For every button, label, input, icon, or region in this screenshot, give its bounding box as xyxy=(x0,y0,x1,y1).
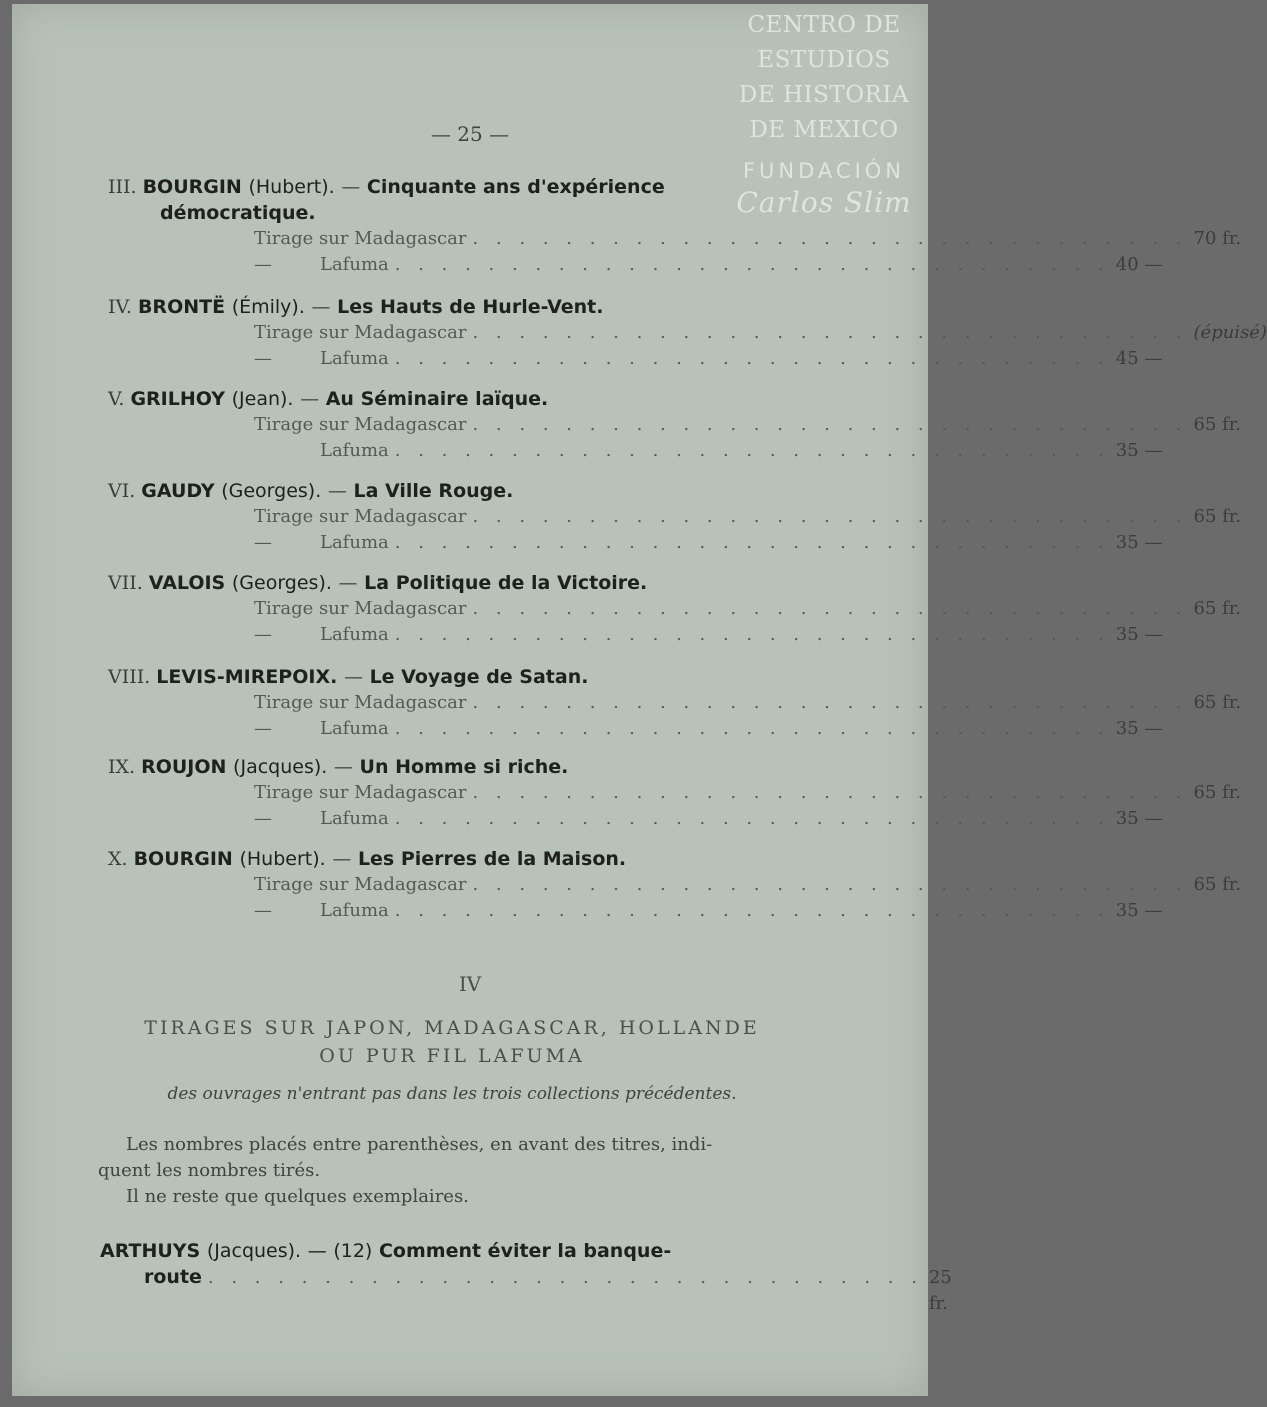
entry-author: BRONTË xyxy=(137,296,226,318)
catalog-entry xyxy=(108,570,1242,648)
entry-title: Un Homme si riche. xyxy=(359,756,569,778)
entry-heading xyxy=(108,294,798,320)
price-row-madagascar xyxy=(254,872,1242,898)
catalog-page xyxy=(12,4,1267,1396)
entry-first-name: (Georges). xyxy=(221,480,322,502)
entry-dash: — xyxy=(341,176,361,198)
price: 40 — xyxy=(1115,254,1163,275)
entry-dash: — xyxy=(307,1240,327,1262)
entry-author: LEVIS-MIREPOIX. xyxy=(156,666,338,688)
ditto-mark: — xyxy=(254,624,272,645)
ditto-mark: — xyxy=(254,254,272,275)
price-row-lafuma xyxy=(254,530,1163,556)
leader-dots: . . . . . . . . . . . . . . . . . . . . . . . . . . . . . . . xyxy=(472,782,1188,803)
price-row-madagascar xyxy=(254,596,1242,622)
entry-author: VALOIS xyxy=(148,572,226,594)
entry-first-name: (Jean). xyxy=(231,388,294,410)
entry-dash: — xyxy=(332,848,352,870)
edition-label: Lafuma xyxy=(320,254,389,275)
leader-dots: . . . . . . . . . . . . . . . . . . . . . . . . . . . . . . . xyxy=(472,322,1188,343)
price-row-lafuma xyxy=(254,346,1163,372)
edition-label: Tirage sur Madagascar xyxy=(254,782,467,803)
entry-heading xyxy=(108,478,798,504)
entry-author: GRILHOY xyxy=(130,388,225,410)
entry-first-name: (Georges). xyxy=(231,572,332,594)
edition-label: Tirage sur Madagascar xyxy=(254,598,467,619)
entry-title: Au Séminaire laïque. xyxy=(325,388,549,410)
price: 25 fr. xyxy=(928,1267,952,1314)
section-subtitle: des ouvrages n'entrant pas dans les trois collections précédentes. xyxy=(167,1084,737,1104)
price-row-lafuma xyxy=(254,438,1163,464)
entry-dash: — xyxy=(327,480,347,502)
edition-label: Lafuma xyxy=(320,900,389,921)
leader-dots: . . . . . . . . . . . . . . . . . . . . . . . . . . . . . . . xyxy=(472,228,1188,249)
price: 35 — xyxy=(1115,900,1163,921)
ditto-mark: — xyxy=(254,900,272,921)
leader-dots: . . . . . . . . . . . . . . . . . . . . . . . . . . . . . . . xyxy=(472,598,1188,619)
leader-dots: . . . . . . . . . . . . . . . . . . . . . . . . . . . . . . . xyxy=(394,718,1110,739)
leader-dots: . . . . . . . . . . . . . . . . . . . . . . . . . . . . . . . xyxy=(472,414,1188,435)
section-title-line: OU PUR FIL LAFUMA xyxy=(319,1045,585,1067)
edition-label: Tirage sur Madagascar xyxy=(254,228,467,249)
catalog-entry xyxy=(108,754,1242,832)
price-row-lafuma xyxy=(254,252,1163,278)
edition-label-group xyxy=(254,438,389,464)
edition-label-group xyxy=(254,898,389,924)
entry-number: III. xyxy=(108,176,137,198)
watermark-line: CENTRO DE xyxy=(747,12,901,38)
entry-author: ARTHUYS xyxy=(100,1240,201,1262)
leader-dots: . . . . . . . . . . . . . . . . . . . . . . . . . . . . . . . xyxy=(394,808,1110,829)
leader-dots: . . . . . . . . . . . . . . . . . . . . . . . . . . . . . . . xyxy=(394,348,1110,369)
price-row-madagascar xyxy=(254,780,1242,806)
entry-dash: — xyxy=(300,388,320,410)
entry-number: IX. xyxy=(108,756,136,778)
entry-author: BOURGIN xyxy=(142,176,242,198)
watermark-line: DE HISTORIA xyxy=(738,82,910,108)
entry-first-name: (Jacques). xyxy=(206,1240,302,1262)
price-row-madagascar xyxy=(254,690,1242,716)
ditto-mark: — xyxy=(254,718,272,739)
entry-title: Les Pierres de la Maison. xyxy=(357,848,627,870)
entry-number: VI. xyxy=(108,480,136,502)
entry-author: GAUDY xyxy=(141,480,215,502)
watermark-fundacion: FUNDACIÓN xyxy=(742,159,906,183)
entry-heading xyxy=(108,386,798,412)
price: 65 fr. xyxy=(1193,598,1242,619)
price: 35 — xyxy=(1115,440,1163,461)
entry-dash: — xyxy=(343,666,363,688)
watermark-signature: Carlos Slim xyxy=(736,186,912,219)
price: (épuisé) xyxy=(1193,322,1267,343)
entry-first-name: (Hubert). xyxy=(248,176,335,198)
note-line: quent les nombres tirés. xyxy=(98,1160,321,1181)
edition-label-group xyxy=(254,806,389,832)
edition-label: Lafuma xyxy=(320,532,389,553)
price-row-madagascar xyxy=(254,412,1242,438)
catalog-entry-arthuys xyxy=(100,1238,952,1317)
page-number: — 25 — xyxy=(430,122,510,146)
entry-copy-count: (12) xyxy=(333,1240,373,1262)
entry-title: Le Voyage de Satan. xyxy=(369,666,589,688)
ditto-mark: — xyxy=(254,348,272,369)
entry-title: Cinquante ans d'expérience xyxy=(366,176,665,198)
entry-heading xyxy=(108,174,798,226)
leader-dots: . . . . . . . . . . . . . . . . . . . . . . . . . . . . . . . xyxy=(472,692,1188,713)
leader-dots: . . . . . . . . . . . . . . . . . . . . . . . . . . . . . . . xyxy=(472,506,1188,527)
edition-label-group xyxy=(254,716,389,742)
edition-label: Lafuma xyxy=(320,718,389,739)
entry-dash: — xyxy=(311,296,331,318)
edition-label: Tirage sur Madagascar xyxy=(254,506,467,527)
entry-dash: — xyxy=(333,756,353,778)
catalog-entry xyxy=(108,386,1242,464)
price: 45 — xyxy=(1115,348,1163,369)
leader-dots: . . . . . . . . . . . . . . . . . . . . . . . . . . . . . . . xyxy=(394,532,1110,553)
entry-number: V. xyxy=(108,388,125,410)
watermark-line: ESTUDIOS xyxy=(757,47,891,73)
price: 65 fr. xyxy=(1193,874,1242,895)
entry-title-continued: démocratique. xyxy=(160,202,316,224)
edition-label-group xyxy=(254,252,389,278)
entry-title: Les Hauts de Hurle-Vent. xyxy=(337,296,604,318)
leader-dots: . . . . . . . . . . . . . . . . . . . . . . . . . . . . . . . xyxy=(472,874,1188,895)
entry-title: Comment éviter la banque- xyxy=(378,1240,672,1262)
entry-author: ROUJON xyxy=(141,756,227,778)
edition-label-group xyxy=(254,346,389,372)
leader-dots: . . . . . . . . . . . . . . . . . . . . . . . . . . . . . . . xyxy=(394,624,1110,645)
entry-number: VIII. xyxy=(108,666,151,688)
edition-label: Tirage sur Madagascar xyxy=(254,322,467,343)
price-row-madagascar xyxy=(254,226,1242,252)
price-row-lafuma xyxy=(254,898,1163,924)
leader-dots: . . . . . . . . . . . . . . . . . . . . . . . . . . . . . . . xyxy=(394,440,1110,461)
entry-dash: — xyxy=(338,572,358,594)
leader-dots: . . . . . . . . . . . . . . . . . . . . . . . . . . . . . . . xyxy=(207,1267,923,1288)
entry-first-name: (Émily). xyxy=(231,296,305,318)
price: 35 — xyxy=(1115,718,1163,739)
entry-first-name: (Hubert). xyxy=(239,848,326,870)
edition-label-group xyxy=(254,530,389,556)
edition-label: Tirage sur Madagascar xyxy=(254,692,467,713)
catalog-entry xyxy=(108,478,1242,556)
price-row-madagascar xyxy=(254,320,1267,346)
catalog-entry xyxy=(108,294,1267,372)
entry-title-continued: route xyxy=(144,1266,202,1288)
catalog-entry xyxy=(108,846,1242,924)
entry-title: La Politique de la Victoire. xyxy=(364,572,648,594)
note-paragraph xyxy=(98,1132,778,1210)
leader-dots: . . . . . . . . . . . . . . . . . . . . . . . . . . . . . . . xyxy=(394,900,1110,921)
price: 65 fr. xyxy=(1193,506,1242,527)
entry-heading xyxy=(100,1238,794,1264)
entry-title: La Ville Rouge. xyxy=(353,480,514,502)
price: 35 — xyxy=(1115,624,1163,645)
entry-heading xyxy=(108,664,798,690)
edition-label: Lafuma xyxy=(320,440,389,461)
ditto-mark: — xyxy=(254,808,272,829)
leader-dots: . . . . . . . . . . . . . . . . . . . . . . . . . . . . . . . xyxy=(394,254,1110,275)
edition-label: Lafuma xyxy=(320,348,389,369)
edition-label: Lafuma xyxy=(320,808,389,829)
entry-heading xyxy=(108,846,798,872)
edition-label-group xyxy=(254,622,389,648)
price: 70 fr. xyxy=(1193,228,1242,249)
note-line: Les nombres placés entre parenthèses, en avant des titres, indi- xyxy=(126,1134,713,1155)
price: 65 fr. xyxy=(1193,692,1242,713)
section-number: IV xyxy=(458,972,482,996)
section-title xyxy=(92,1014,812,1070)
price: 35 — xyxy=(1115,532,1163,553)
entry-number: VII. xyxy=(108,572,143,594)
ditto-mark: — xyxy=(254,532,272,553)
entry-heading xyxy=(108,570,798,596)
price: 65 fr. xyxy=(1193,782,1242,803)
edition-label: Tirage sur Madagascar xyxy=(254,874,467,895)
entry-author: BOURGIN xyxy=(133,848,233,870)
edition-label: Tirage sur Madagascar xyxy=(254,414,467,435)
catalog-entry xyxy=(108,664,1242,742)
entry-number: X. xyxy=(108,848,128,870)
price-row-lafuma xyxy=(254,806,1163,832)
section-title-line: TIRAGES SUR JAPON, MADAGASCAR, HOLLANDE xyxy=(144,1017,760,1039)
price: 35 — xyxy=(1115,808,1163,829)
edition-label: Lafuma xyxy=(320,624,389,645)
entry-heading xyxy=(108,754,798,780)
price-row-madagascar xyxy=(254,504,1242,530)
price-row xyxy=(100,1264,952,1317)
entry-first-name: (Jacques). xyxy=(233,756,328,778)
watermark-line: DE MEXICO xyxy=(749,117,899,143)
price: 65 fr. xyxy=(1193,414,1242,435)
entry-number: IV. xyxy=(108,296,132,318)
price-row-lafuma xyxy=(254,622,1163,648)
price-row-lafuma xyxy=(254,716,1163,742)
note-line: Il ne reste que quelques exemplaires. xyxy=(126,1186,469,1207)
